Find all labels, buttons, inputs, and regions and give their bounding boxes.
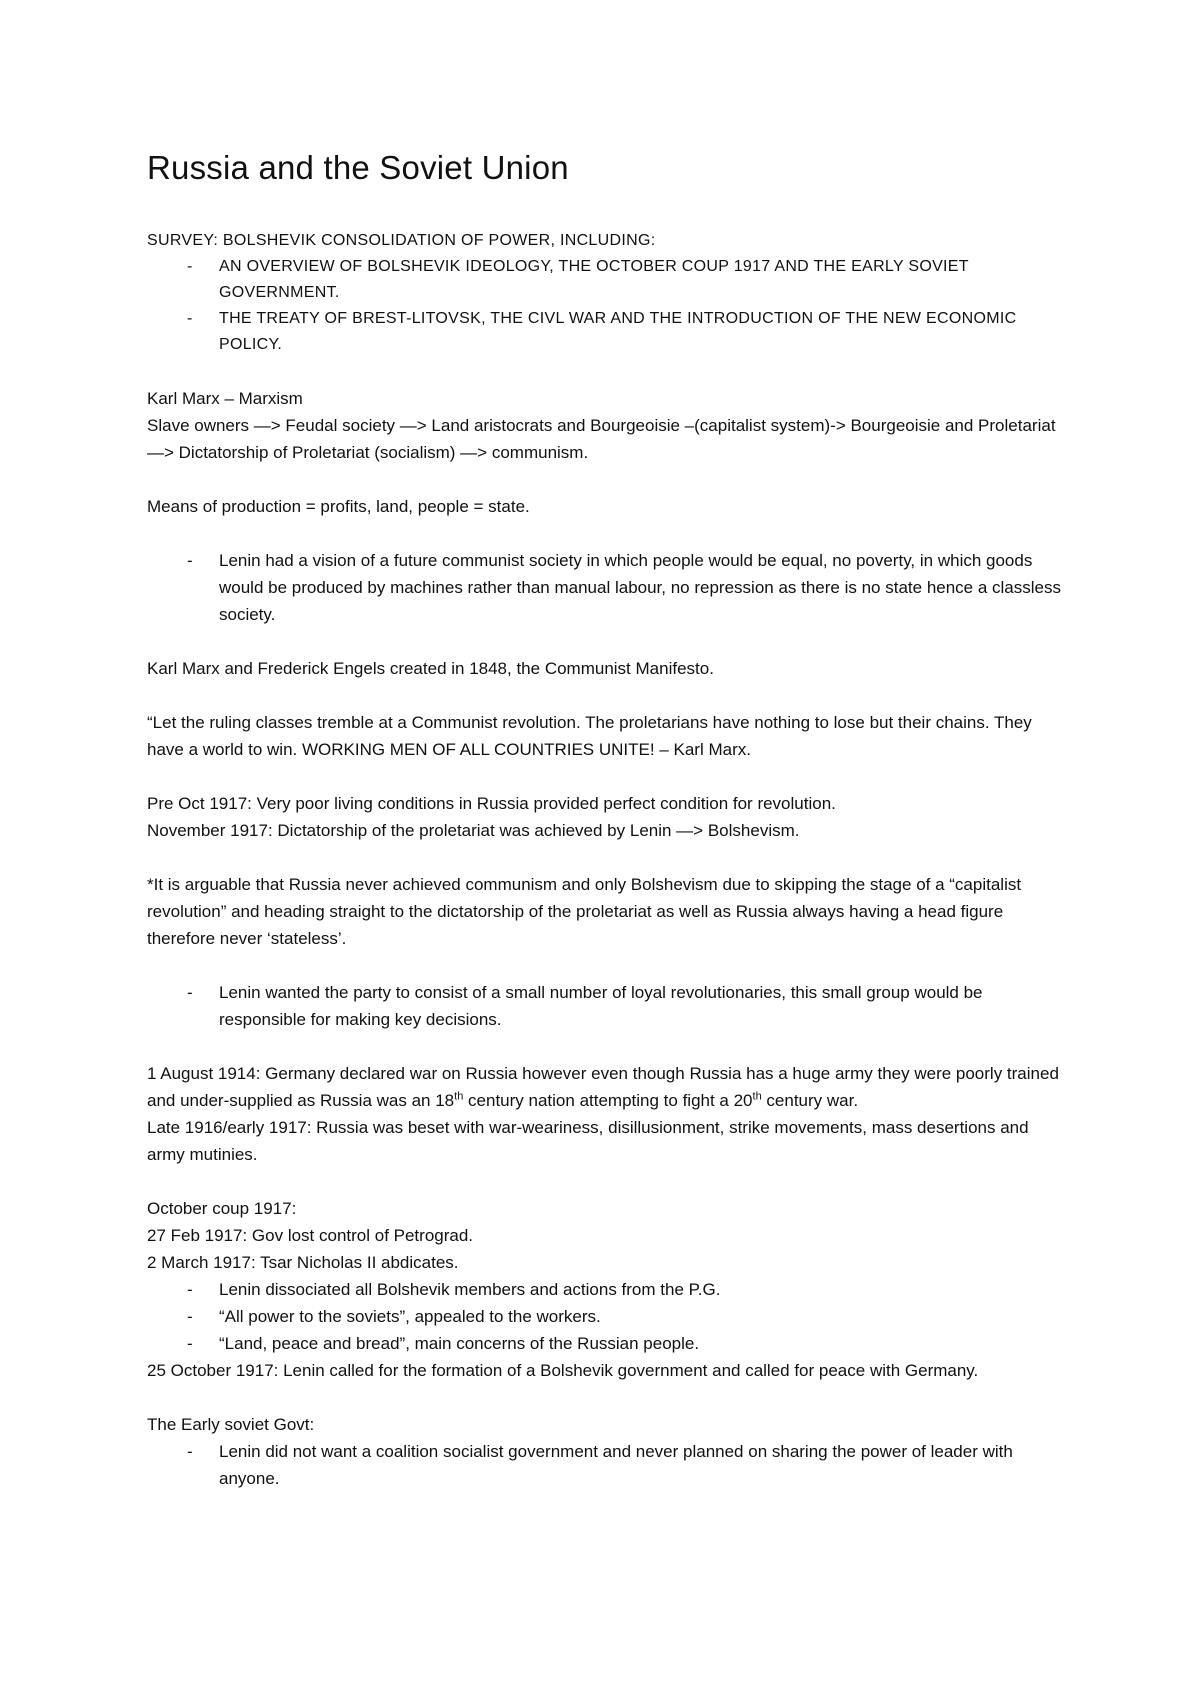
dash-marker: - xyxy=(187,258,193,275)
dash-marker: - xyxy=(187,551,193,570)
lenin-party-text: Lenin wanted the party to consist of a small number of loyal revolutionaries, this small group would be responsible for making key decisions. xyxy=(219,983,983,1029)
bullet-item: - “Land, peace and bread”, main concerns of the Russian people. xyxy=(147,1330,1067,1357)
marx-heading: Karl Marx – Marxism xyxy=(147,389,303,408)
march-1917: 2 March 1917: Tsar Nicholas II abdicates. xyxy=(147,1253,459,1272)
bullet-item: - “All power to the soviets”, appealed to the workers. xyxy=(147,1303,1067,1330)
october-coup-heading: October coup 1917: xyxy=(147,1199,297,1218)
marx-stages: Slave owners —> Feudal society —> Land aristocrats and Bourgeoisie –(capitalist system)-> Bourgeoisie and Proletariat —> Dictatorship of Proletariat (socialism) —> communism. xyxy=(147,416,1056,462)
dash-marker: - xyxy=(187,1334,193,1353)
survey-item xyxy=(147,254,1067,306)
pre-oct-1917: Pre Oct 1917: Very poor living conditions in Russia provided perfect condition for revolution. xyxy=(147,794,836,813)
feb-1917: 27 Feb 1917: Gov lost control of Petrograd. xyxy=(147,1226,474,1245)
survey-list xyxy=(147,254,1067,358)
survey-heading: SURVEY: BOLSHEVIK CONSOLIDATION OF POWER, INCLUDING: xyxy=(147,232,656,249)
bullet-item: - Lenin did not want a coalition socialist government and never planned on sharing the power of leader with anyone. xyxy=(147,1438,1067,1492)
means-of-production: Means of production = profits, land, people = state. xyxy=(147,497,530,516)
page-title: Russia and the Soviet Union xyxy=(147,149,569,186)
bullet-item xyxy=(147,547,1067,628)
marx-quote: “Let the ruling classes tremble at a Communist revolution. The proletarians have nothing to lose but their chains. They have a world to win. WORKING MEN OF ALL COUNTRIES UNITE! – Karl Marx. xyxy=(147,713,1032,759)
arguable-note: *It is arguable that Russia never achieved communism and only Bolshevism due to skipping the stage of a “capitalist revolution” and heading straight to the dictatorship of the proletariat as well as Russia always having a head figure therefore never ‘stateless’. xyxy=(147,875,1022,948)
survey-item-text: THE TREATY OF BREST-LITOVSK, THE CIVL WAR AND THE INTRODUCTION OF THE NEW ECONOMIC POLICY. xyxy=(219,310,1017,353)
survey-item xyxy=(147,306,1067,358)
document-page xyxy=(147,148,1067,1492)
late-1916: Late 1916/early 1917: Russia was beset with war-weariness, disillusionment, strike movements, mass desertions and army mutinies. xyxy=(147,1118,1029,1164)
november-1917: November 1917: Dictatorship of the proletariat was achieved by Lenin —> Bolshevism. xyxy=(147,821,800,840)
dash-marker: - xyxy=(187,983,193,1002)
survey-item-text: AN OVERVIEW OF BOLSHEVIK IDEOLOGY, THE OCTOBER COUP 1917 AND THE EARLY SOVIET GOVERNMENT. xyxy=(219,258,969,301)
dash-marker: - xyxy=(187,1280,193,1299)
lenin-vision-text: Lenin had a vision of a future communist society in which people would be equal, no poverty, in which goods would be produced by machines rather than manual labour, no repression as there is no state hence a classless society. xyxy=(219,551,1061,624)
august-1914: 1 August 1914: Germany declared war on Russia however even though Russia has a huge army they were poorly trained and under-supplied as Russia was an 18th century nation attempting to fight a 20th century war. xyxy=(147,1064,1059,1110)
manifesto-paragraph: Karl Marx and Frederick Engels created in 1848, the Communist Manifesto. xyxy=(147,659,714,678)
october-25-1917: 25 October 1917: Lenin called for the formation of a Bolshevik government and called for peace with Germany. xyxy=(147,1361,979,1380)
dash-marker: - xyxy=(187,1442,193,1461)
dash-marker: - xyxy=(187,1307,193,1326)
bullet-item: - Lenin dissociated all Bolshevik members and actions from the P.G. xyxy=(147,1276,1067,1303)
early-govt-heading: The Early soviet Govt: xyxy=(147,1415,315,1434)
bullet-item xyxy=(147,979,1067,1033)
dash-marker: - xyxy=(187,310,193,327)
